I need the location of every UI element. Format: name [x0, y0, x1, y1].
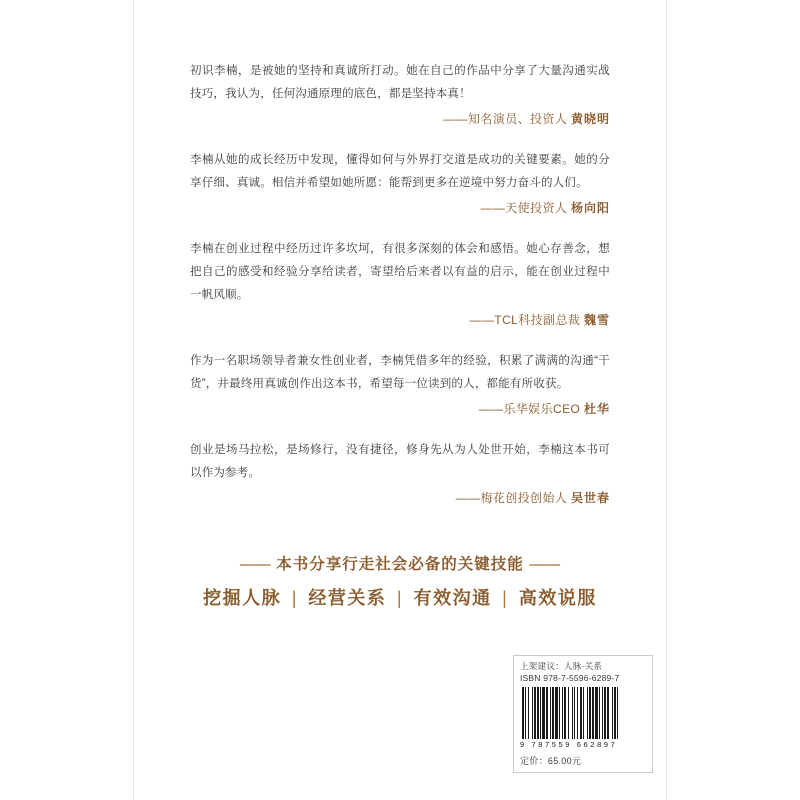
endorsement-item: [190, 350, 610, 417]
shelf-recommendation-label: 上架建议：人脉·关系: [520, 661, 603, 671]
endorsement-item: [190, 439, 610, 506]
endorsement-name: 吴世春: [570, 491, 610, 505]
endorsement-title: ——乐华娱乐CEO: [478, 402, 581, 416]
isbn-number: ISBN 978-7-5596-6289-7: [520, 673, 620, 683]
endorsement-text: 创业是场马拉松，是场修行，没有捷径，修身先从为人处世开始，李楠这本书可以作为参考。: [190, 444, 610, 479]
banner-dash-right: ——: [529, 556, 561, 573]
endorsement-name: 黄晓明: [570, 112, 610, 126]
endorsement-title: ——TCL科技副总裁: [469, 313, 581, 327]
key-skills-banner: [190, 552, 610, 610]
banner-skills: [190, 584, 610, 610]
endorsement-attribution: [190, 489, 610, 506]
skill-item-2: 经营关系: [308, 588, 387, 608]
banner-headline: [190, 552, 610, 574]
endorsement-attribution: [190, 311, 610, 328]
skill-separator: |: [396, 588, 404, 608]
endorsement-item: [190, 238, 610, 328]
endorsement-text: 作为一名职场领导者兼女性创业者，李楠凭借多年的经验，积累了满满的沟通“干货”，并最终用真诚创作出这本书，希望每一位读到的人，都能有所收获。: [190, 355, 610, 390]
endorsement-text: 李楠从她的成长经历中发现，懂得如何与外界打交道是成功的关键要素。她的分享仔细、真诚。相信并希望如她所愿：能帮到更多在逆境中努力奋斗的人们。: [190, 154, 610, 189]
banner-headline-text: 本书分享行走社会必备的关键技能: [276, 556, 524, 573]
endorsement-name: 杨向阳: [570, 201, 610, 215]
endorsement-attribution: [190, 199, 610, 216]
skill-separator: |: [291, 588, 298, 608]
fold-line-left: [133, 0, 134, 800]
endorsement-title: ——知名演员、投资人: [443, 112, 568, 126]
skill-item-4: 高效说服: [518, 588, 597, 608]
endorsement-name: 魏雪: [583, 313, 610, 327]
skill-item-3: 有效沟通: [413, 588, 492, 608]
endorsement-text: 初识李楠，是被她的坚持和真诚所打动。她在自己的作品中分享了大量沟通实战技巧，我认为，任何沟通原理的底色，都是坚持本真！: [190, 65, 610, 100]
price-label: 定价：65.00元: [520, 756, 582, 766]
barcode-digits: 9 787559 662897: [520, 740, 618, 749]
endorsement-item: [190, 60, 610, 127]
endorsement-title: ——梅花创投创始人: [455, 491, 568, 505]
banner-dash-left: ——: [239, 556, 271, 573]
endorsement-item: [190, 149, 610, 216]
endorsements-list: [190, 60, 610, 528]
isbn-barcode-box: [513, 655, 653, 773]
skill-item-1: 挖掘人脉: [203, 588, 282, 608]
endorsement-title: ——天使投资人: [480, 201, 568, 215]
endorsement-name: 杜华: [583, 402, 610, 416]
fold-line-right: [666, 0, 667, 800]
barcode-graphic: [522, 687, 646, 739]
skill-separator: |: [502, 588, 509, 608]
endorsement-attribution: [190, 110, 610, 127]
endorsement-attribution: [190, 400, 610, 417]
endorsement-text: 李楠在创业过程中经历过许多坎坷，有很多深刻的体会和感悟。她心存善念，想把自己的感受和经验分享给读者，寄望给后来者以有益的启示，能在创业过程中一帆风顺。: [190, 243, 610, 301]
